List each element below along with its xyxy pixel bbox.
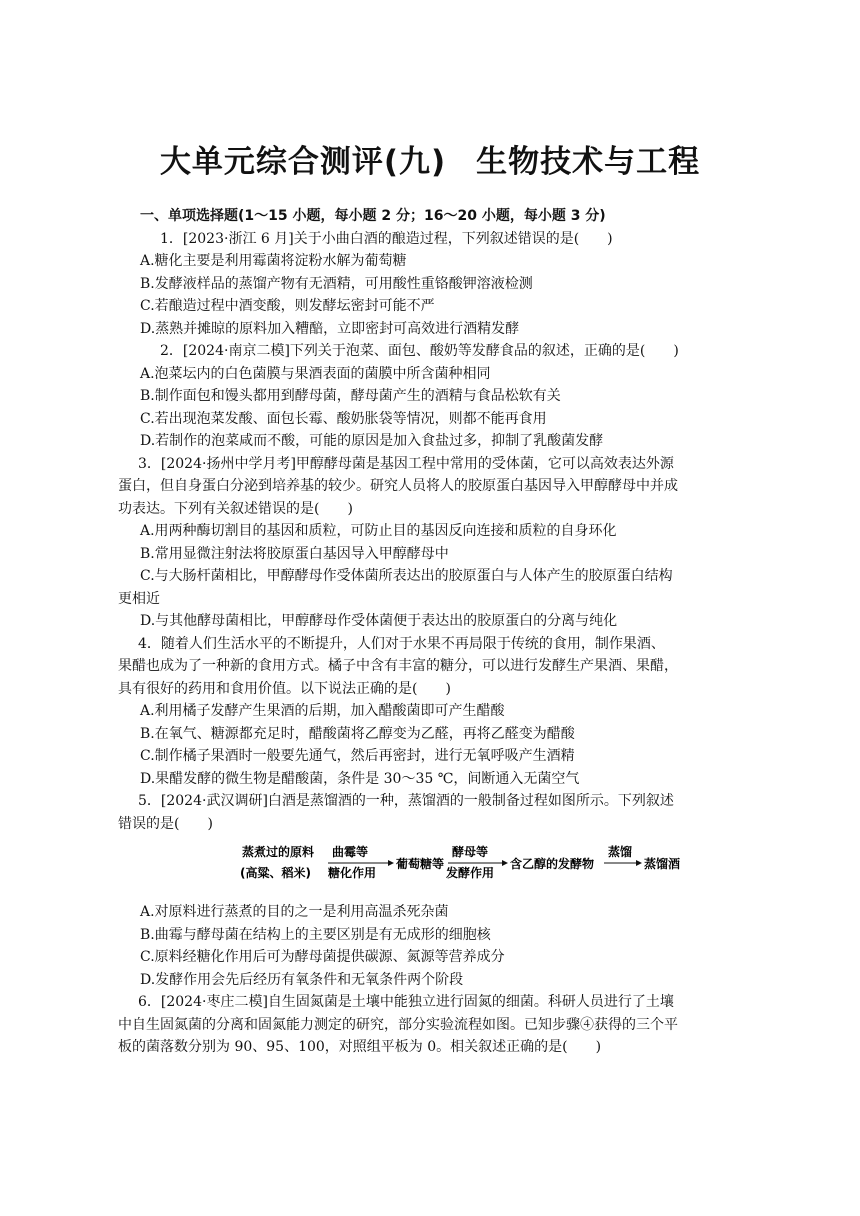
q5-flow-diagram [140,841,700,891]
flow-svg [240,841,681,885]
q5-option-a: A.对原料进行蒸煮的目的之一是利用高温杀死杂菌 [140,904,449,920]
flow-edge2-top: 酵母等 [452,845,489,859]
q3-option-c-line1: C.与大肠杆菌相比，甲醇酵母作受体菌所表达出的胶原蛋白与人体产生的胶原蛋白结构 [140,568,673,584]
q2-stem: 2．[2024·南京二模]下列关于泡菜、面包、酸奶等发酵食品的叙述，正确的是( ) [160,343,679,359]
q3-option-b: B.常用显微注射法将胶原蛋白基因导入甲醇酵母中 [140,545,449,562]
q3-option-a: A.用两种酶切割目的基因和质粒，可防止目的基因反向连接和质粒的自身环化 [140,523,617,539]
q1-option-b: B.发酵液样品的蒸馏产物有无酒精，可用酸性重铬酸钾溶液检测 [140,275,533,292]
q5-stem-line1: 5．[2024·武汉调研]白酒是蒸馏酒的一种，蒸馏酒的一般制备过程如图所示。下列叙述 [138,793,674,809]
flow-node-glucose: 葡萄糖等 [396,857,445,871]
flow-edge1-top: 曲霉等 [332,845,369,859]
flow-edge2-bottom: 发酵作用 [446,866,495,880]
document-body [118,205,700,1059]
q4-option-c: C.制作橘子果酒时一般要先通气，然后再密封，进行无氧呼吸产生酒精 [140,748,575,764]
q1-option-c: C.若酿造过程中酒变酸，则发酵坛密封可能不严 [140,298,435,314]
title-main: 大单元综合测评(九) [159,144,447,180]
q1-option-d: D.蒸熟并摊晾的原料加入糟醅，立即密封可高效进行酒精发酵 [140,320,520,337]
q6-stem-line2: 中自生固氮菌的分离和固氮能力测定的研究，部分实验流程如图。已知步骤④获得的三个平 [118,1016,678,1033]
flow-edge1-bottom: 糖化作用 [328,866,377,880]
flow-arrowhead-3 [636,860,642,866]
q3-option-d: D.与其他酵母菌相比，甲醇酵母作受体菌便于表达出的胶原蛋白的分离与纯化 [140,613,618,629]
flow-arrowhead-2 [502,860,508,866]
section-heading: 一、单项选择题(1～15 小题，每小题 2 分；16～20 小题，每小题 3 分) [140,208,606,224]
q2-option-d: D.若制作的泡菜咸而不酸，可能的原因是加入食盐过多，抑制了乳酸菌发酵 [140,433,604,449]
q4-stem-line3: 具有很好的药用和食用价值。以下说法正确的是( ) [118,680,451,697]
q3-stem-line1: 3．[2024·扬州中学月考]甲醇酵母菌是基因工程中常用的受体菌，它可以高效表达外源 [138,455,674,472]
q3-option-c-line2: 更相近 [118,590,160,607]
page-title [0,136,860,181]
q2-option-c: C.若出现泡菜发酸、面包长霉、酸奶胀袋等情况，则都不能再食用 [140,410,547,427]
flow-node-raw-material-sub: (高粱、稻米) [240,866,311,880]
q5-option-b: B.曲霉与酵母菌在结构上的主要区别是有无成形的细胞核 [140,926,491,943]
q1-option-a: A.糖化主要是利用霉菌将淀粉水解为葡萄糖 [140,253,407,269]
q2-option-a: A.泡菜坛内的白色菌膜与果酒表面的菌膜中所含菌种相同 [140,365,491,382]
flow-node-liquor: 蒸馏酒 [644,857,681,871]
flow-node-raw-material: 蒸煮过的原料 [242,845,315,859]
q6-stem-line1: 6．[2024·枣庄二模]自生固氮菌是土壤中能独立进行固氮的细菌。科研人员进行了土壤 [138,994,674,1010]
q1-stem: 1．[2023·浙江 6 月]关于小曲白酒的酿造过程，下列叙述错误的是( ) [160,230,613,247]
q3-stem-line2: 蛋白，但自身蛋白分泌到培养基的较少。研究人员将人的胶原蛋白基因导入甲醇酵母中并成 [118,478,678,494]
q4-option-a: A.利用橘子发酵产生果酒的后期，加入醋酸菌即可产生醋酸 [140,703,505,719]
q2-option-b: B.制作面包和馒头都用到酵母菌，酵母菌产生的酒精与食品松软有关 [140,388,561,404]
q4-option-d: D.果醋发酵的微生物是醋酸菌，条件是 30～35 ℃，间断通入无菌空气 [140,770,580,787]
q5-option-c: C.原料经糖化作用后可为酵母菌提供碳源、氮源等营养成分 [140,949,505,965]
q4-stem-line1: 4．随着人们生活水平的不断提升，人们对于水果不再局限于传统的食用，制作果酒、 [138,635,665,652]
q3-stem-line3: 功表达。下列有关叙述错误的是( ) [118,500,353,517]
flow-edge3-top: 蒸馏 [608,845,633,859]
flow-node-ferment: 含乙醇的发酵物 [510,857,595,871]
q4-stem-line2: 果醋也成为了一种新的食用方式。橘子中含有丰富的糖分，可以进行发酵生产果酒、果醋， [118,658,678,674]
title-sub: 生物技术与工程 [476,144,701,180]
q6-stem-line3: 板的菌落数分别为 90、95、100，对照组平板为 0。相关叙述正确的是( ) [118,1039,602,1055]
q5-option-d: D.发酵作用会先后经历有氧条件和无氧条件两个阶段 [140,971,464,988]
q5-stem-line2: 错误的是( ) [118,815,213,832]
q4-option-b: B.在氧气、糖源都充足时，醋酸菌将乙醇变为乙醛，再将乙醛变为醋酸 [140,725,575,742]
flow-arrowhead-1 [388,860,394,866]
